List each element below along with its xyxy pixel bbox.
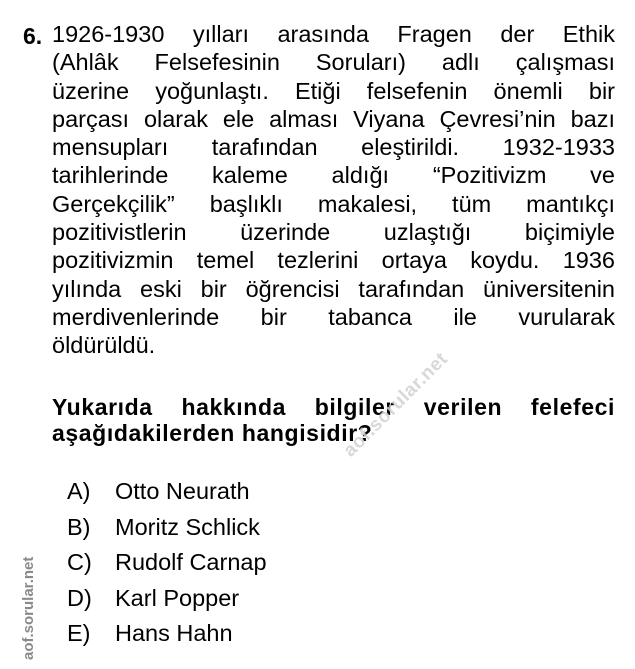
option-a[interactable] [67,474,267,510]
stem-line: tarihlerinde kaleme aldığı “Pozitivizm ve [52,162,615,189]
option-e[interactable] [67,616,267,652]
answer-options [67,474,267,652]
option-letter: D) [67,584,92,611]
stem-line: Gerçekçilik” başlıklı makalesi, tüm mantıkçı [52,190,615,217]
option-b[interactable] [67,510,267,546]
option-d[interactable] [67,581,267,617]
side-watermark: aof.sorular.net [20,556,37,660]
prompt-line: aşağıdakilerden hangisidir? [52,420,373,446]
option-letter: E) [67,620,91,646]
option-text: Rudolf Carnap [115,549,267,575]
stem-line: pozitivizmin temel tezlerini ortaya koydu. 1936 [52,247,615,274]
diagonal-watermark: aof.sorular.net [339,348,453,462]
option-text: Karl Popper [115,584,240,611]
option-text: Moritz Schlick [115,513,260,540]
option-text: Hans Hahn [115,620,233,646]
stem-line: üzerine yoğunlaştı. Etiği felsefenin önemli bir [52,77,615,104]
stem-line: merdivenlerinde bir tabanca ile vurularak [52,303,615,330]
stem-line: parçası olarak ele alması Viyana Çevresi’nin bazı [52,105,615,132]
option-letter: A) [67,478,91,504]
question-prompt [52,394,615,446]
stem-line: öldürüldü. [52,332,156,359]
question-number: 6. [23,23,43,49]
stem-line: pozitivistlerin üzerinde uzlaştığı biçimiyle [52,219,615,246]
stem-line: yılında eski bir öğrencisi tarafından üniversitenin [52,275,615,302]
stem-line: 1926-1930 yılları arasında Fragen der Ethik [52,21,615,47]
option-text: Otto Neurath [115,478,250,504]
option-letter: C) [67,549,92,575]
stem-line: mensupları tarafından eleştirildi. 1932-1933 [52,134,615,161]
question-stem [52,20,615,360]
stem-line: (Ahlâk Felsefesinin Soruları) adlı çalışması [52,49,615,76]
option-c[interactable] [67,545,267,581]
option-letter: B) [67,513,91,540]
prompt-line: Yukarıda hakkında bilgiler verilen felefeci [52,394,615,420]
